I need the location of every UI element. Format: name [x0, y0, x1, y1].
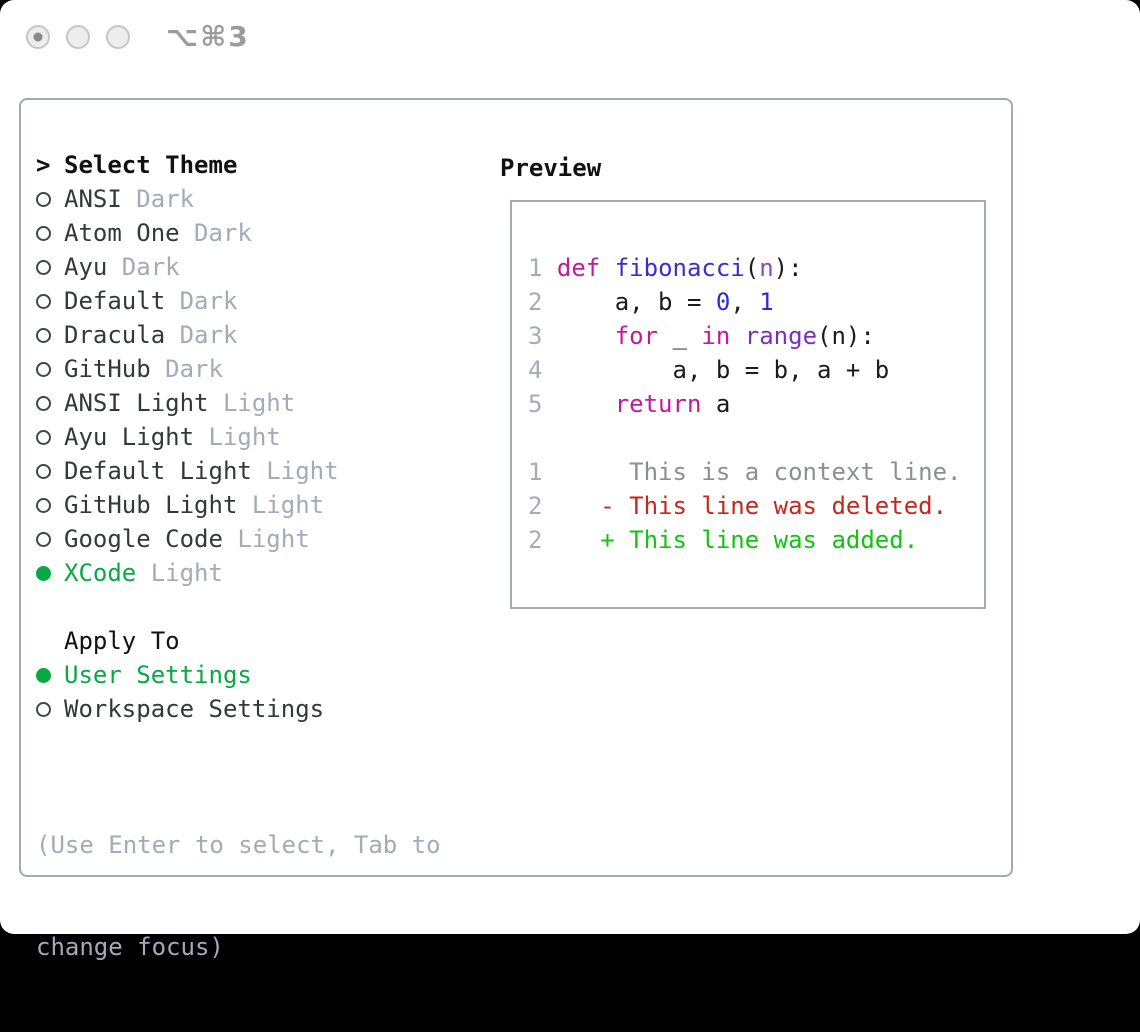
- option-label: ANSI Light: [64, 389, 209, 417]
- option-suffix: Dark: [165, 321, 238, 349]
- theme-item-default-light[interactable]: [36, 454, 339, 488]
- theme-item-xcode[interactable]: [36, 556, 339, 590]
- code-line: 1 def fibonacci(n):: [528, 254, 803, 282]
- theme-item-ayu-light[interactable]: [36, 420, 339, 454]
- option-suffix: Dark: [150, 355, 223, 383]
- help-hint-line-1: (Use Enter to select, Tab to: [36, 831, 441, 859]
- focus-dot-icon: [34, 33, 43, 42]
- radio-icon: [36, 362, 51, 377]
- option-suffix: Light: [222, 525, 310, 553]
- blank-line: [528, 421, 961, 455]
- theme-item-github-light[interactable]: [36, 488, 339, 522]
- help-hint-line-2: change focus): [36, 933, 224, 961]
- radio-icon: [36, 702, 51, 717]
- option-label: GitHub: [64, 355, 151, 383]
- option-label: XCode: [64, 559, 137, 587]
- theme-item-ansi[interactable]: [36, 182, 339, 216]
- option-suffix: Light: [237, 491, 325, 519]
- radio-icon: [36, 260, 51, 275]
- code-line: 3 for _ in range(n):: [528, 322, 875, 350]
- radio-icon: [36, 328, 51, 343]
- preview-title: Preview: [500, 154, 602, 182]
- radio-selected-icon: [36, 668, 51, 683]
- radio-icon: [36, 430, 51, 445]
- radio-selected-icon: [36, 566, 51, 581]
- window-title: ⌥⌘3: [166, 20, 250, 53]
- spacer: [36, 590, 339, 624]
- option-suffix: Dark: [179, 219, 252, 247]
- option-label: User Settings: [64, 661, 252, 689]
- theme-list: [36, 148, 339, 726]
- prompt-icon: >: [36, 151, 51, 179]
- option-suffix: Dark: [165, 287, 238, 315]
- radio-icon: [36, 498, 51, 513]
- option-label: Ayu: [64, 253, 108, 281]
- option-suffix: Dark: [121, 185, 195, 213]
- radio-icon: [36, 294, 51, 309]
- zoom-button[interactable]: [106, 25, 130, 49]
- preview-code: [528, 251, 961, 557]
- apply-option-workspace-settings[interactable]: [36, 692, 339, 726]
- option-suffix: Light: [251, 457, 339, 485]
- theme-item-default[interactable]: [36, 284, 339, 318]
- code-line: 1 This is a context line.: [528, 458, 962, 486]
- code-line: 2 - This line was deleted.: [528, 492, 948, 520]
- apply-option-user-settings[interactable]: [36, 658, 339, 692]
- option-label: Default: [64, 287, 166, 315]
- option-label: Google Code: [64, 525, 223, 553]
- option-label: Default Light: [64, 457, 252, 485]
- theme-list-header: [36, 148, 339, 182]
- code-line: 4 a, b = b, a + b: [528, 356, 890, 384]
- preview-pane: [510, 200, 986, 609]
- radio-icon: [36, 464, 51, 479]
- option-suffix: Light: [208, 389, 296, 417]
- radio-icon: [36, 226, 51, 241]
- theme-item-ansi-light[interactable]: [36, 386, 339, 420]
- option-suffix: Light: [194, 423, 281, 451]
- theme-item-atom-one[interactable]: [36, 216, 339, 250]
- theme-item-ayu[interactable]: [36, 250, 339, 284]
- radio-icon: [36, 192, 51, 207]
- window-titlebar: [0, 0, 1140, 74]
- option-suffix: Dark: [107, 253, 180, 281]
- help-hint: [36, 760, 441, 1032]
- option-label: Ayu Light: [64, 423, 195, 451]
- option-label: ANSI: [64, 185, 122, 213]
- apply-to-header: [36, 624, 339, 658]
- theme-item-dracula[interactable]: [36, 318, 339, 352]
- code-line: 5 return a: [528, 390, 731, 418]
- theme-list-title: Select Theme: [64, 151, 238, 179]
- apply-to-options: [36, 658, 339, 726]
- theme-item-github[interactable]: [36, 352, 339, 386]
- code-line: 2 + This line was added.: [528, 526, 919, 554]
- theme-item-google-code[interactable]: [36, 522, 339, 556]
- apply-to-title: Apply To: [64, 627, 180, 655]
- option-label: Atom One: [64, 219, 180, 247]
- code-line: 2 a, b = 0, 1: [528, 288, 774, 316]
- option-label: GitHub Light: [64, 491, 238, 519]
- close-button[interactable]: [26, 25, 50, 49]
- radio-icon: [36, 396, 51, 411]
- radio-icon: [36, 532, 51, 547]
- minimize-button[interactable]: [66, 25, 90, 49]
- theme-items: [36, 182, 339, 590]
- option-label: Workspace Settings: [64, 695, 325, 723]
- option-suffix: Light: [136, 559, 223, 587]
- option-label: Dracula: [64, 321, 166, 349]
